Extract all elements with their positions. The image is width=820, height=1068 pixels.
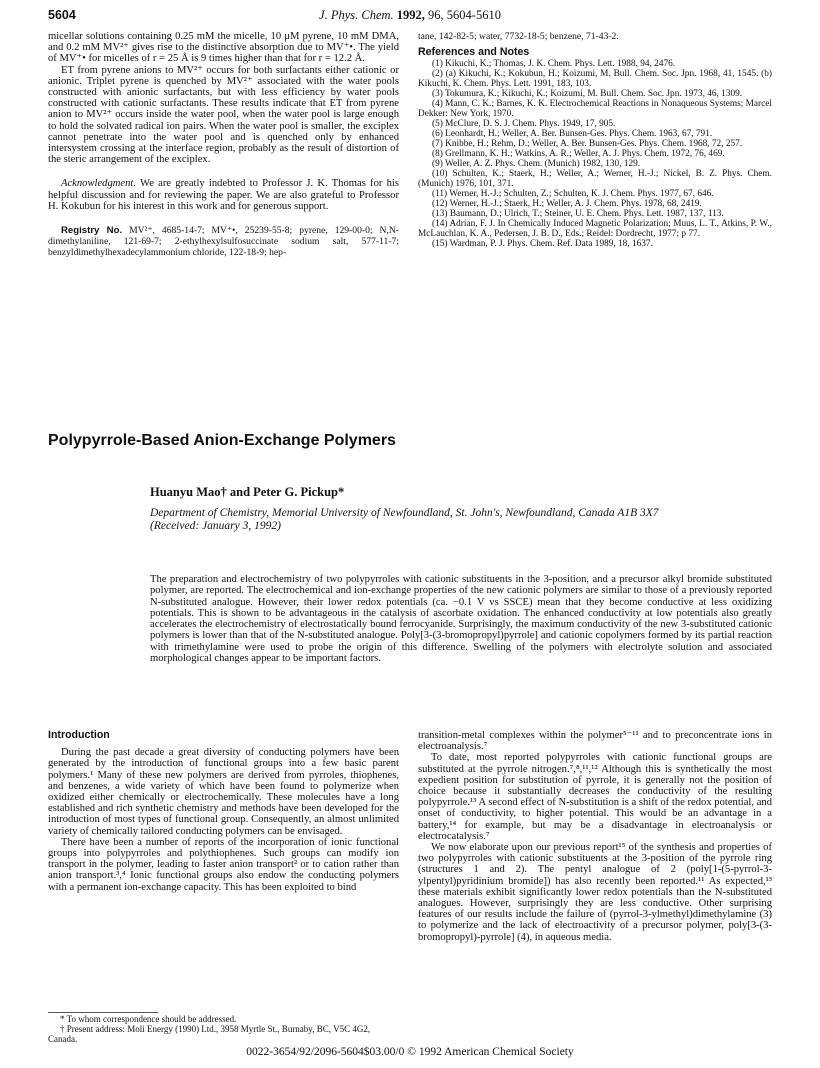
reference-item: (2) (a) Kikuchi, K.; Kokubun, H.; Koizumi, M. Bull. Chem. Soc. Jpn. 1968, 41, 1545. (b) Kikuchi, K. Chem. Phys. Lett. 1991, 183, 103. (418, 69, 772, 90)
prev-article-right-column (418, 31, 772, 249)
acknowledgment-label: Acknowledgment. (61, 178, 137, 190)
reference-item: (1) Kikuchi, K.; Thomas, J. K. Chem. Phys. Lett. 1988, 94, 2476. (432, 59, 676, 70)
registry-label: Registry No. (61, 225, 123, 237)
intro-paragraph: During the past decade a great diversity of conducting polymers have been generated by the introduction of functional groups into a few basic parent polymers.¹ Many of these new polymers are derived from pyrroles, thiophenes, and benzenes, a wide variety of which have been found to polymerize when oxidized either chemically or electrochemically. These molecules have a long established and rich synthetic chemistry and methods have been developed for the introduction of most types of functional group. Consequently, an almost unlimited variety of chemically tailored conducting polymers can be envisaged. (48, 747, 399, 837)
intro-left-column (48, 730, 399, 893)
intro-heading: Introduction (48, 729, 110, 741)
running-header (48, 8, 772, 24)
affiliation: Department of Chemistry, Memorial University of Newfoundland, St. John's, Newfoundland, Canada A1B 3X7 (150, 507, 659, 519)
references-heading: References and Notes (418, 46, 530, 59)
intro-paragraph: transition-metal complexes within the polymer⁵⁻¹¹ and to preconcentrate ions in electroanalysis.⁷ (418, 730, 772, 753)
article-authors: Huanyu Mao† and Peter G. Pickup* (150, 485, 345, 499)
reference-item: (14) Adrian, F. J. In Chemically Induced Magnetic Polarization; Muus, L. T., Atkins, P. W., McLauchlan, K. A., Pedersen, J. B. D., Eds.; Reidel: Dordrecht, 1977; p 77. (418, 219, 772, 240)
abstract: The preparation and electrochemistry of two polypyrroles with cationic substituents in the 3-position, and a precursor alkyl bromide substituted polymer, are reported. The electrochemical and ion-exchange properties of the new cationic polymers are similar to those of a previously reported N-substituted analogue. However, their lower redox potentials (ca. −0.1 V vs SSCE) mean that they become conductive at less oxidizing potentials. This is shown to be advantageous in the catalysis of ascorbate oxidation. The enhanced conductivity at low potentials also greatly accelerates the electrochemistry of electrostatically bound ferrocyanide. Surprisingly, the maximum conductivity of the new 3-substituted cationic polymers is lower than that of the N-substituted analogue. Poly[3-(3-bromopropyl)pyrrole] and cationic copolymers formed by its partial reaction with trimethylamine were used to probe the origin of this difference. Swelling of the polymers with electrolyte solution and associated morphological changes appear to be important factors. (150, 574, 772, 665)
footnotes (48, 1015, 399, 1044)
acknowledgment (48, 178, 399, 212)
page-footer: 0022-3654/92/2096-5604$03.00/0 © 1992 American Chemical Society (246, 1046, 574, 1058)
registry-text: MV²⁺, 4685-14-7; MV⁺•, 25239-55-8; pyrene, 129-00-0; N,N-dimethylaniline, 121-69-7; 2-ethylhexylsulfosuccinate sodium salt, 577-11-7; benzyldimethylhexadecylammonium chloride, 122-18-9; hep- (48, 225, 399, 259)
registry-numbers (48, 225, 399, 258)
intro-paragraph: There have been a number of reports of the incorporation of ionic functional groups into polypyrroles and polythiophenes. Such groups can modify ion transport in the polymer, leading to faster anion transport² or to cation rather than anion transport.³,⁴ Ionic functional groups also endow the conducting polymers with a permanent ion-exchange capacity. This has been exploited to bind (48, 836, 399, 893)
intro-paragraph: We now elaborate upon our previous report¹⁵ of the synthesis and properties of two polypyrroles with cationic substituents at the 3-position of the pyrrole ring (structures 1 and 2). The pentyl analogue of 2 (poly[1-(5-pyrrol-3-ylpentyl)pyridinium bromide]) has also recently been reported.¹¹ As expected,¹³ these materials exhibit significantly lower redox potentials than the N-substituted analogues. However, surprisingly they are less conductive. Other surprising features of our results include the failure of (pyrrol-3-ylmethyl)dimethylamine (3) to polymerize and the lack of electroactivity of a precursor polymer, poly[3-(3-bromopropyl)-pyrrole] (4), in aqueous media. (418, 842, 772, 943)
reference-item: (11) Werner, H.-J.; Schulten, Z.; Schulten, K. J. Chem. Phys. 1977, 67, 646. (432, 189, 714, 200)
reference-item: (13) Baumann, D.; Ulrich, T.; Steiner, U. E. Chem. Phys. Lett. 1987, 137, 113. (432, 209, 724, 220)
journal-citation (48, 8, 772, 23)
reference-item: (3) Tokumura, K.; Kikuchi, K.; Koizumi, M. Bull. Chem. Soc. Jpn. 1973, 46, 1309. (432, 89, 743, 100)
footnote: † Present address: Moli Energy (1990) Ltd., 3958 Myrtle St., Burnaby, BC, V5C 4G2, Canada. (48, 1023, 371, 1044)
reference-item: (15) Wardman, P. J. Phys. Chem. Ref. Data 1989, 18, 1637. (432, 239, 653, 250)
reference-item: (4) Mann, C. K.; Barnes, K. K. Electrochemical Reactions in Nonaqueous Systems; Marcel Dekker: New York, 1970. (418, 99, 772, 120)
footnote-rule (48, 1012, 158, 1013)
registry-continued: tane, 142-82-5; water, 7732-18-5; benzene, 71-43-2. (418, 31, 619, 42)
footnote: * To whom correspondence should be addressed. (60, 1014, 237, 1024)
intro-right-column (418, 730, 772, 943)
received-date: (Received: January 3, 1992) (150, 520, 281, 532)
reference-item: (10) Schulten, K.; Staerk, H.; Weller, A.; Werner, H.-J.; Nickel, B. Z. Phys. Chem. (Munich) 1976, 101, 371. (418, 169, 772, 190)
reference-item: (6) Leonhardt, H.; Weller, A. Ber. Bunsen-Ges. Phys. Chem. 1963, 67, 791. (432, 129, 713, 140)
prev-paragraph: ET from pyrene anions to MV²⁺ occurs for both surfactants either cationic or anionic. Triplet pyrene is quenched by MV²⁺ associated with the water pools constructed with anionic surfactants, but with less efficiency by water pools constructed with cationic surfactants. These results indicate that ET from pyrene anion to MV²⁺ occurs inside the water pool, when the water pool is large enough to hold the solvated radical ion pairs. When the water pool is smaller, the exciplex cannot penetrate into the water pool and is quenched only by enhanced intersystem crossing at the interface region, probably as the result of distortion of the steric arrangement of the exciplex. (48, 64, 399, 166)
affiliation-block (150, 507, 780, 533)
reference-list (418, 59, 772, 249)
prev-paragraph: micellar solutions containing 0.25 mM the micelle, 10 μM pyrene, 10 mM DMA, and 0.2 mM MV²⁺ gives rise to the distinctive absorption due to MV⁺•. The yield of MV⁺• for micelles of r = 25 Å is 9 times higher than that for r = 12.2 Å. (48, 31, 399, 65)
article-title: Polypyrrole-Based Anion-Exchange Polymers (48, 432, 396, 449)
reference-item: (12) Werner, H.-J.; Staerk, H.; Weller, A. J. Chem. Phys. 1978, 68, 2419. (432, 199, 702, 210)
acknowledgment-text: We are greatly indebted to Professor J. K. Thomas for his helpful discussion and for reviewing the paper. We are also grateful to Professor H. Kokubun for his interest in this work and for generous support. (48, 178, 399, 212)
reference-item: (8) Grellmann, K. H.; Watkins, A. R.; Weller, A. J. Phys. Chem. 1972, 76, 469. (432, 149, 725, 160)
reference-item: (9) Weller, A. Z. Phys. Chem. (Munich) 1982, 130, 129. (432, 159, 641, 170)
reference-item: (5) McClure, D. S. J. Chem. Phys. 1949, 17, 905. (432, 119, 616, 130)
prev-article-left-column (48, 31, 399, 258)
page-number: 5604 (48, 8, 76, 22)
journal-name: J. Phys. Chem. (319, 8, 394, 22)
volume-pages: 96, 5604-5610 (428, 8, 501, 22)
reference-item: (7) Knibbe, H.; Rehm, D.; Weller, A. Ber. Bunsen-Ges. Phys. Chem. 1968, 72, 257. (432, 139, 743, 150)
intro-paragraph: To date, most reported polypyrroles with cationic functional groups are substituted at the pyrrole nitrogen.⁷,⁸,¹¹,¹² Although this is synthetically the most expedient position for substitution of pyrrole, it is generally not the position of choice because it substantially decreases the conductivity of the resulting polypyrrole.¹³ A second effect of N-substitution is a shift of the redox potential, and onset of conductivity, to higher potential. This would be an advantage in a battery,¹⁴ for example, but may be a disadvantage in electroanalysis or electrocatalysis.⁷ (418, 752, 772, 842)
journal-year: 1992, (396, 8, 425, 22)
